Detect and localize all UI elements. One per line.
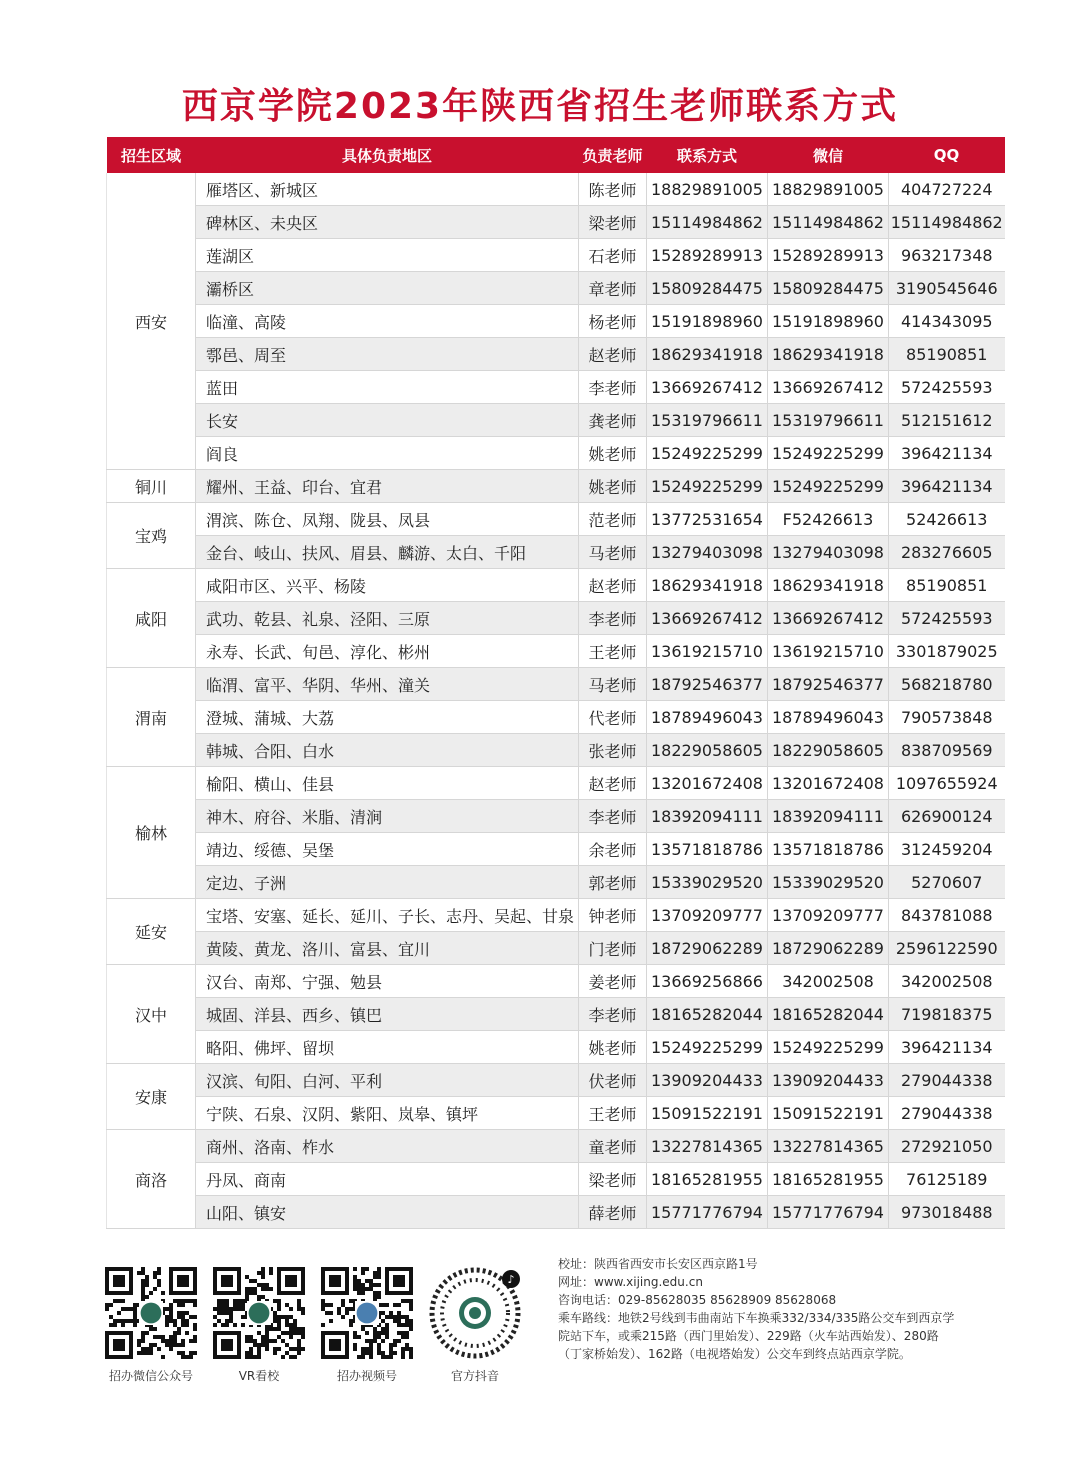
phone-cell: 13571818786 [647, 833, 768, 866]
phone-cell: 18392094111 [647, 800, 768, 833]
wechat-cell: 13669267412 [768, 371, 889, 404]
qq-cell: 342002508 [889, 965, 1005, 998]
header-teacher: 负责老师 [579, 137, 647, 173]
region-cell: 延安 [107, 899, 196, 965]
teacher-cell: 伏老师 [579, 1064, 647, 1097]
teacher-cell: 石老师 [579, 239, 647, 272]
table-row [107, 536, 1005, 569]
qq-cell: 396421134 [889, 437, 1005, 470]
table-row [107, 668, 1005, 701]
table-row [107, 1163, 1005, 1196]
qr-code-douyin-icon [429, 1267, 521, 1359]
wechat-cell: 13709209777 [768, 899, 889, 932]
area-cell: 宝塔、安塞、延长、延川、子长、志丹、吴起、甘泉 [196, 899, 579, 932]
table-row [107, 965, 1005, 998]
wechat-cell: 18789496043 [768, 701, 889, 734]
table-row [107, 602, 1005, 635]
address-text: 校址：陕西省西安市长安区西京路1号 [558, 1257, 758, 1271]
teacher-cell: 钟老师 [579, 899, 647, 932]
wechat-cell: 18165281955 [768, 1163, 889, 1196]
qq-cell: 272921050 [889, 1130, 1005, 1163]
wechat-cell: 15249225299 [768, 437, 889, 470]
teacher-cell: 童老师 [579, 1130, 647, 1163]
area-cell: 金台、岐山、扶风、眉县、麟游、太白、千阳 [196, 536, 579, 569]
qq-cell: 2596122590 [889, 932, 1005, 965]
qq-cell: 963217348 [889, 239, 1005, 272]
qq-cell: 838709569 [889, 734, 1005, 767]
wechat-cell: 15339029520 [768, 866, 889, 899]
teacher-cell: 梁老师 [579, 206, 647, 239]
wechat-cell: 15771776794 [768, 1196, 889, 1229]
area-cell: 汉滨、旬阳、白河、平利 [196, 1064, 579, 1097]
wechat-cell: 18392094111 [768, 800, 889, 833]
table-row [107, 1031, 1005, 1064]
phone-cell: 15289289913 [647, 239, 768, 272]
teacher-cell: 龚老师 [579, 404, 647, 437]
area-cell: 澄城、蒲城、大荔 [196, 701, 579, 734]
contacts-table [106, 137, 1005, 1229]
header-wechat: 微信 [768, 137, 889, 173]
qq-cell: 572425593 [889, 371, 1005, 404]
wechat-cell: 13909204433 [768, 1064, 889, 1097]
area-cell: 韩城、合阳、白水 [196, 734, 579, 767]
table-row [107, 437, 1005, 470]
area-cell: 长安 [196, 404, 579, 437]
phone-cell: 15249225299 [647, 437, 768, 470]
qq-cell: 52426613 [889, 503, 1005, 536]
table-row [107, 635, 1005, 668]
qq-cell: 626900124 [889, 800, 1005, 833]
teacher-cell: 陈老师 [579, 173, 647, 206]
teacher-cell: 李老师 [579, 602, 647, 635]
svg-text:♪: ♪ [507, 1273, 515, 1286]
table-row [107, 932, 1005, 965]
table-row [107, 569, 1005, 602]
area-cell: 略阳、佛坪、留坝 [196, 1031, 579, 1064]
table-row [107, 404, 1005, 437]
qq-cell: 85190851 [889, 569, 1005, 602]
phone-cell: 18229058605 [647, 734, 768, 767]
qq-cell: 719818375 [889, 998, 1005, 1031]
phone-cell: 18629341918 [647, 569, 768, 602]
wechat-cell: 15319796611 [768, 404, 889, 437]
phone-cell: 15091522191 [647, 1097, 768, 1130]
wechat-cell: 18729062289 [768, 932, 889, 965]
table-row [107, 470, 1005, 503]
teacher-cell: 姚老师 [579, 1031, 647, 1064]
qq-cell: 279044338 [889, 1064, 1005, 1097]
qq-cell: 843781088 [889, 899, 1005, 932]
teacher-cell: 姜老师 [579, 965, 647, 998]
area-cell: 碑林区、未央区 [196, 206, 579, 239]
qq-cell: 512151612 [889, 404, 1005, 437]
area-cell: 阎良 [196, 437, 579, 470]
region-cell: 渭南 [107, 668, 196, 767]
area-cell: 临潼、高陵 [196, 305, 579, 338]
phone-cell: 15249225299 [647, 470, 768, 503]
table-row [107, 338, 1005, 371]
phone-cell: 13909204433 [647, 1064, 768, 1097]
footer [0, 1255, 1080, 1395]
wechat-cell: 18792546377 [768, 668, 889, 701]
phone-cell: 18829891005 [647, 173, 768, 206]
wechat-cell: 13227814365 [768, 1130, 889, 1163]
qq-cell: 414343095 [889, 305, 1005, 338]
phone-cell: 15319796611 [647, 404, 768, 437]
wechat-cell: 15249225299 [768, 470, 889, 503]
wechat-cell: 18829891005 [768, 173, 889, 206]
area-cell: 城固、洋县、西乡、镇巴 [196, 998, 579, 1031]
teacher-cell: 赵老师 [579, 338, 647, 371]
area-cell: 黄陵、黄龙、洛川、富县、宜川 [196, 932, 579, 965]
teacher-cell: 李老师 [579, 371, 647, 404]
qq-cell: 404727224 [889, 173, 1005, 206]
phone-cell: 13279403098 [647, 536, 768, 569]
teacher-cell: 范老师 [579, 503, 647, 536]
wechat-cell: 15191898960 [768, 305, 889, 338]
table-row [107, 866, 1005, 899]
area-cell: 丹凤、商南 [196, 1163, 579, 1196]
area-cell: 神木、府谷、米脂、清涧 [196, 800, 579, 833]
region-cell: 铜川 [107, 470, 196, 503]
teacher-cell: 王老师 [579, 635, 647, 668]
area-cell: 商州、洛南、柞水 [196, 1130, 579, 1163]
qq-cell: 283276605 [889, 536, 1005, 569]
phone-cell: 18729062289 [647, 932, 768, 965]
area-cell: 灞桥区 [196, 272, 579, 305]
route-text-2: 院站下车，或乘215路（西门里始发）、229路（火车站西始发）、280路 [558, 1329, 939, 1343]
wechat-cell: 15091522191 [768, 1097, 889, 1130]
phone-cell: 18792546377 [647, 668, 768, 701]
area-cell: 蓝田 [196, 371, 579, 404]
table-row [107, 1130, 1005, 1163]
phone-cell: 15191898960 [647, 305, 768, 338]
wechat-cell: 13669267412 [768, 602, 889, 635]
table-body [107, 173, 1005, 1229]
table-row [107, 1064, 1005, 1097]
table-row [107, 173, 1005, 206]
region-cell: 榆林 [107, 767, 196, 899]
teacher-cell: 郭老师 [579, 866, 647, 899]
qq-cell: 85190851 [889, 338, 1005, 371]
phone-cell: 13669256866 [647, 965, 768, 998]
teacher-cell: 张老师 [579, 734, 647, 767]
phone-cell: 13709209777 [647, 899, 768, 932]
wechat-cell: 342002508 [768, 965, 889, 998]
phone-cell: 15249225299 [647, 1031, 768, 1064]
teacher-cell: 梁老师 [579, 1163, 647, 1196]
area-cell: 宁陕、石泉、汉阴、紫阳、岚皋、镇坪 [196, 1097, 579, 1130]
table-row [107, 371, 1005, 404]
teacher-cell: 马老师 [579, 668, 647, 701]
phone-cell: 15809284475 [647, 272, 768, 305]
area-cell: 莲湖区 [196, 239, 579, 272]
area-cell: 雁塔区、新城区 [196, 173, 579, 206]
table-row [107, 305, 1005, 338]
teacher-cell: 李老师 [579, 998, 647, 1031]
area-cell: 临渭、富平、华阴、华州、潼关 [196, 668, 579, 701]
region-cell: 汉中 [107, 965, 196, 1064]
phone-cell: 13772531654 [647, 503, 768, 536]
table-row [107, 1097, 1005, 1130]
phone-cell: 18165281955 [647, 1163, 768, 1196]
wechat-cell: 15289289913 [768, 239, 889, 272]
qq-cell: 396421134 [889, 1031, 1005, 1064]
table-row [107, 833, 1005, 866]
contact-info [558, 1255, 1008, 1363]
qq-cell: 3190545646 [889, 272, 1005, 305]
teacher-cell: 赵老师 [579, 767, 647, 800]
qr-label-wechat-official: 招办微信公众号 [108, 1369, 193, 1383]
teacher-cell: 代老师 [579, 701, 647, 734]
qq-cell: 15114984862 [889, 206, 1005, 239]
area-cell: 定边、子洲 [196, 866, 579, 899]
qr-label-video-channel: 招办视频号 [336, 1369, 397, 1383]
area-cell: 耀州、王益、印台、宜君 [196, 470, 579, 503]
page-title: 西京学院2023年陕西省招生老师联系方式 [181, 86, 899, 127]
phone-cell: 18165282044 [647, 998, 768, 1031]
area-cell: 靖边、绥德、吴堡 [196, 833, 579, 866]
wechat-cell: 15809284475 [768, 272, 889, 305]
qq-cell: 396421134 [889, 470, 1005, 503]
qq-cell: 312459204 [889, 833, 1005, 866]
area-cell: 鄠邑、周至 [196, 338, 579, 371]
teacher-cell: 杨老师 [579, 305, 647, 338]
route-text-1: 乘车路线：地铁2号线到韦曲南站下车换乘332/334/335路公交车到西京学 [558, 1311, 955, 1325]
qq-cell: 568218780 [889, 668, 1005, 701]
wechat-cell: 13619215710 [768, 635, 889, 668]
area-cell: 渭滨、陈仓、凤翔、陇县、凤县 [196, 503, 579, 536]
table-row [107, 701, 1005, 734]
phone-text: 咨询电话：029-85628035 85628909 85628068 [558, 1293, 837, 1307]
phone-cell: 15339029520 [647, 866, 768, 899]
phone-cell: 18789496043 [647, 701, 768, 734]
teacher-cell: 李老师 [579, 800, 647, 833]
table-row [107, 767, 1005, 800]
phone-cell: 13669267412 [647, 602, 768, 635]
wechat-cell: 13279403098 [768, 536, 889, 569]
website-text: 网址：www.xijing.edu.cn [558, 1275, 703, 1289]
area-cell: 武功、乾县、礼泉、泾阳、三原 [196, 602, 579, 635]
phone-cell: 15114984862 [647, 206, 768, 239]
wechat-cell: 13571818786 [768, 833, 889, 866]
area-cell: 汉台、南郑、宁强、勉县 [196, 965, 579, 998]
wechat-cell: 13201672408 [768, 767, 889, 800]
table-row [107, 503, 1005, 536]
wechat-cell: 15114984862 [768, 206, 889, 239]
header-phone: 联系方式 [647, 137, 768, 173]
qq-cell: 3301879025 [889, 635, 1005, 668]
region-cell: 安康 [107, 1064, 196, 1130]
phone-cell: 15771776794 [647, 1196, 768, 1229]
table-row [107, 239, 1005, 272]
teacher-cell: 赵老师 [579, 569, 647, 602]
wechat-cell: 18165282044 [768, 998, 889, 1031]
table-row [107, 1196, 1005, 1229]
qq-cell: 1097655924 [889, 767, 1005, 800]
table-row [107, 899, 1005, 932]
qq-cell: 76125189 [889, 1163, 1005, 1196]
table-header-row [107, 137, 1005, 173]
route-text-3: （丁家桥始发）、162路（电视塔始发）公交车到终点站西京学院。 [558, 1347, 911, 1361]
phone-cell: 18629341918 [647, 338, 768, 371]
area-cell: 榆阳、横山、佳县 [196, 767, 579, 800]
teacher-cell: 薛老师 [579, 1196, 647, 1229]
phone-cell: 13619215710 [647, 635, 768, 668]
table-row [107, 272, 1005, 305]
table-row [107, 734, 1005, 767]
teacher-cell: 门老师 [579, 932, 647, 965]
region-cell: 商洛 [107, 1130, 196, 1229]
teacher-cell: 姚老师 [579, 437, 647, 470]
area-cell: 咸阳市区、兴平、杨陵 [196, 569, 579, 602]
phone-cell: 13201672408 [647, 767, 768, 800]
teacher-cell: 姚老师 [579, 470, 647, 503]
region-cell: 西安 [107, 173, 196, 470]
qq-cell: 572425593 [889, 602, 1005, 635]
area-cell: 永寿、长武、旬邑、淳化、彬州 [196, 635, 579, 668]
wechat-cell: 18629341918 [768, 338, 889, 371]
teacher-cell: 章老师 [579, 272, 647, 305]
teacher-cell: 王老师 [579, 1097, 647, 1130]
table-row [107, 998, 1005, 1031]
qr-label-vr-campus: VR看校 [238, 1369, 280, 1383]
qr-code-video-channel-icon [321, 1267, 413, 1359]
region-cell: 宝鸡 [107, 503, 196, 569]
teacher-cell: 余老师 [579, 833, 647, 866]
header-area: 具体负责地区 [196, 137, 579, 173]
header-region: 招生区域 [107, 137, 196, 173]
wechat-cell: 18229058605 [768, 734, 889, 767]
phone-cell: 13669267412 [647, 371, 768, 404]
teacher-cell: 马老师 [579, 536, 647, 569]
qq-cell: 790573848 [889, 701, 1005, 734]
wechat-cell: 18629341918 [768, 569, 889, 602]
qq-cell: 5270607 [889, 866, 1005, 899]
qr-code-wechat-official-icon [105, 1267, 197, 1359]
region-cell: 咸阳 [107, 569, 196, 668]
qq-cell: 973018488 [889, 1196, 1005, 1229]
wechat-cell: F52426613 [768, 503, 889, 536]
qr-label-douyin: 官方抖音 [450, 1369, 499, 1383]
table-row [107, 206, 1005, 239]
header-qq: QQ [889, 137, 1005, 173]
qq-cell: 279044338 [889, 1097, 1005, 1130]
qr-code-vr-campus-icon [213, 1267, 305, 1359]
wechat-cell: 15249225299 [768, 1031, 889, 1064]
phone-cell: 13227814365 [647, 1130, 768, 1163]
area-cell: 山阳、镇安 [196, 1196, 579, 1229]
table-row [107, 800, 1005, 833]
